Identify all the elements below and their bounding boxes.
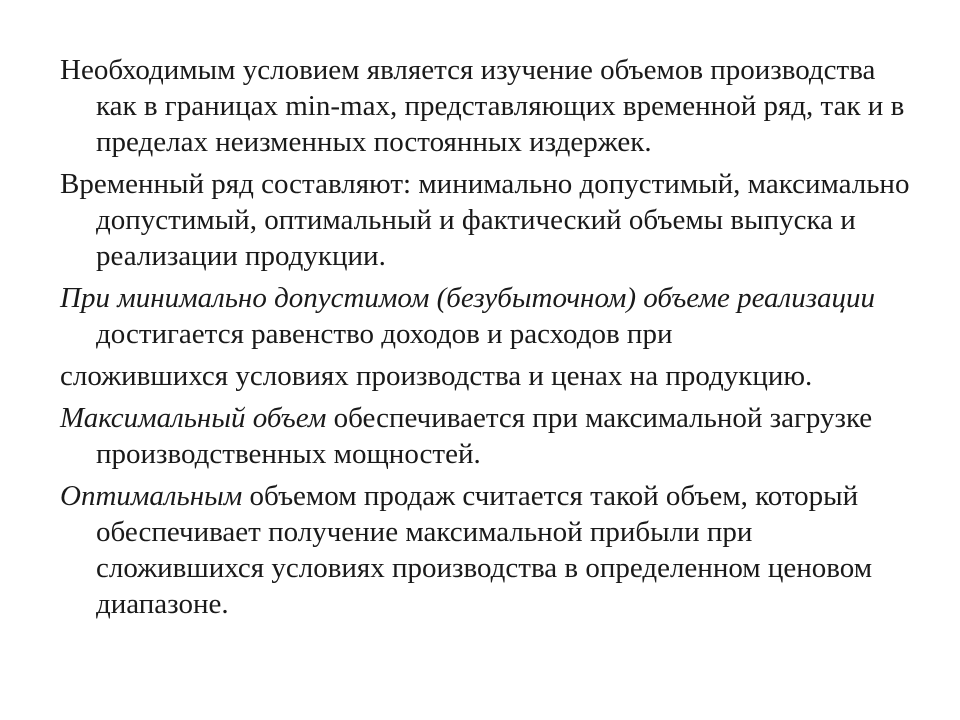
paragraph-text: сложившихся условиях производства и ценах на продукцию. xyxy=(60,360,813,392)
paragraph-text: Необходимым условием является изучение объемов производства как в границах min-max, представляющих временной ряд, так и в пределах неизменных постоянных издержек. xyxy=(60,54,905,158)
slide-body xyxy=(60,52,920,628)
paragraph-time-series xyxy=(60,166,920,274)
paragraph-text: достигается равенство доходов и расходов при xyxy=(96,318,673,350)
paragraph-text: обеспечивается при максимальной загрузке производственных мощностей. xyxy=(96,402,873,470)
paragraph-necessary-condition xyxy=(60,52,920,160)
paragraph-optimal-volume xyxy=(60,478,920,622)
paragraph-emphasis: Максимальный объем xyxy=(60,402,327,434)
paragraph-minimum-volume xyxy=(60,280,920,352)
paragraph-text: объемом продаж считается такой объем, который обеспечивает получение максимальной прибыли при сложившихся условиях производства в определенном ценовом диапазоне. xyxy=(96,480,873,620)
paragraph-minimum-volume-continued xyxy=(60,358,920,394)
paragraph-maximum-volume xyxy=(60,400,920,472)
paragraph-text: Временный ряд составляют: минимально допустимый, максимально допустимый, оптимальный и фактический объемы выпуска и реализации продукции. xyxy=(60,168,910,272)
paragraph-emphasis: При минимально допустимом (безубыточном) объеме реализации xyxy=(60,282,876,314)
paragraph-emphasis: Оптимальным xyxy=(60,480,243,512)
